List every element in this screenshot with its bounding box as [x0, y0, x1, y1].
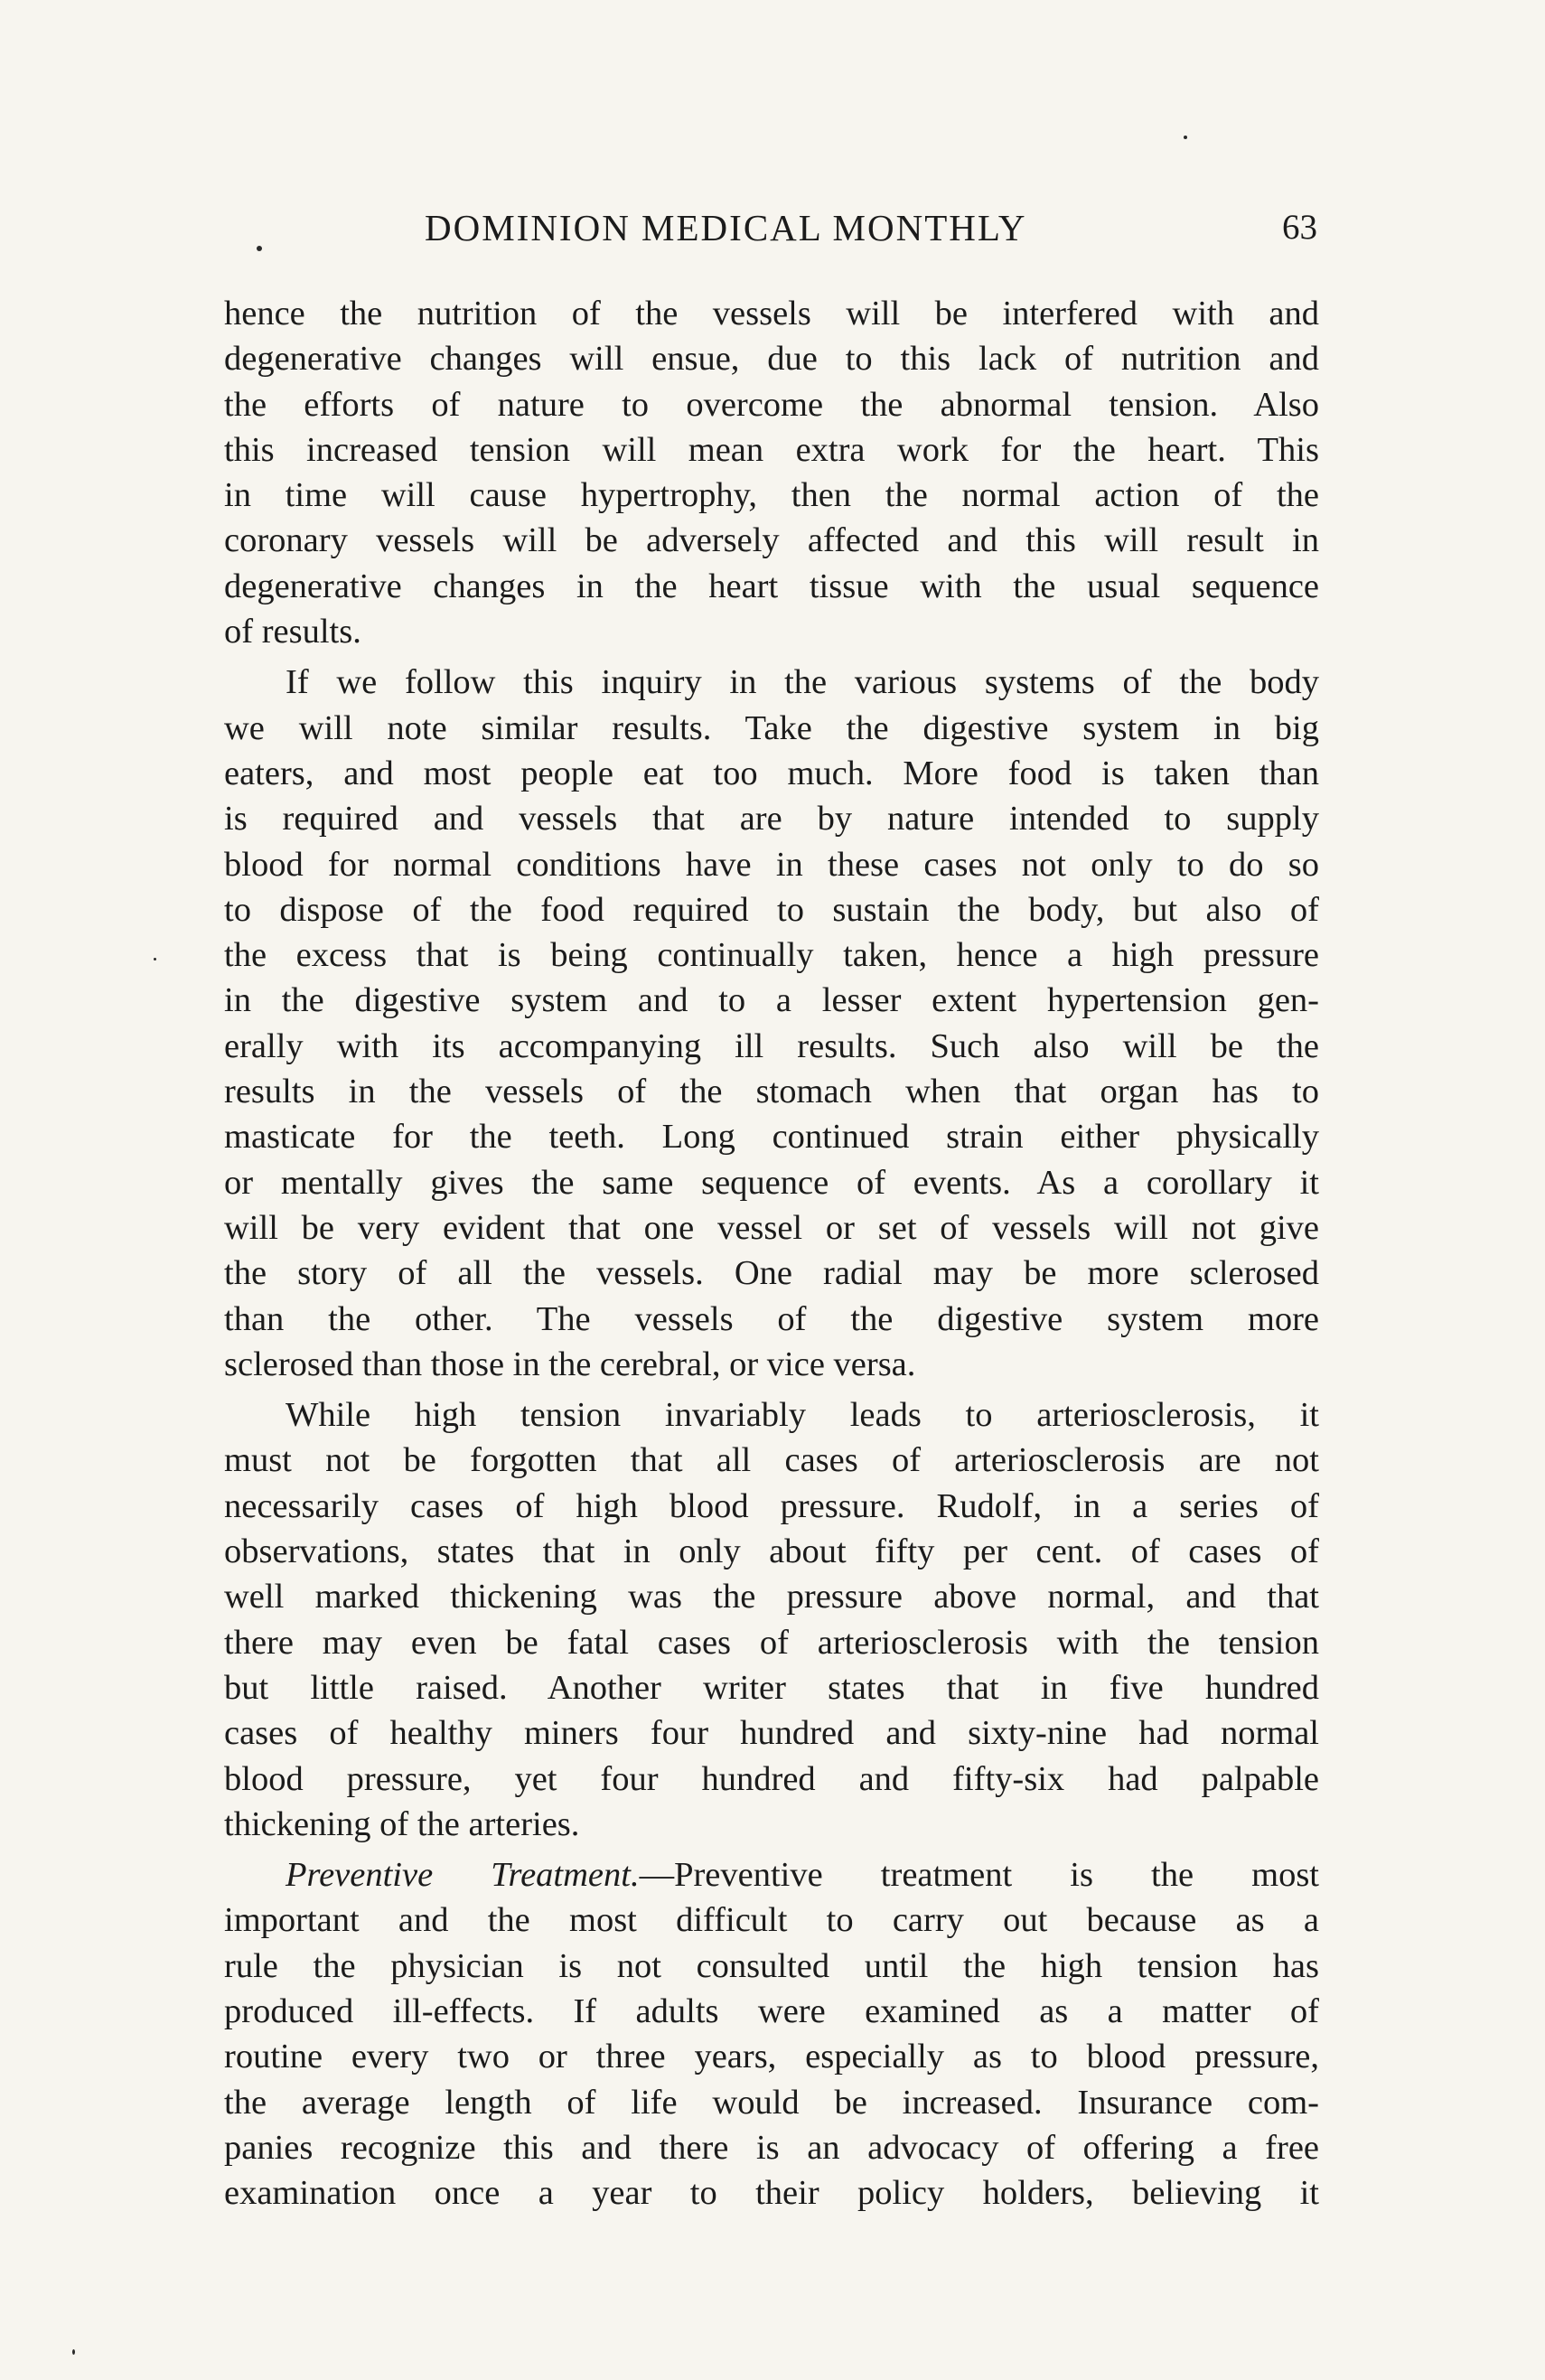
paragraph-1 [224, 291, 1319, 654]
text-line: must not be forgotten that all cases of arteriosclerosis are not [224, 1441, 1319, 1480]
text-line: degenerative changes will ensue, due to this lack of nutrition and [224, 340, 1319, 379]
text-line: is required and vessels that are by nature intended to supply [224, 800, 1319, 839]
text-line: sclerosed than those in the cerebral, or vice versa. [224, 1345, 916, 1383]
text-line: but little raised. Another writer states that in five hundred [224, 1668, 1319, 1707]
text-line: routine every two or three years, especially as to blood pressure, [224, 2038, 1319, 2076]
text-line: erally with its accompanying ill results. Such also will be the [224, 1026, 1319, 1065]
text-line: well marked thickening was the pressure above normal, and that [224, 1578, 1319, 1616]
text-line: masticate for the teeth. Long continued strain either physically [224, 1118, 1319, 1157]
text-line: in the digestive system and to a lesser extent hypertension gen- [224, 981, 1319, 1020]
text-line: coronary vessels will be adversely affected and this will result in [224, 521, 1319, 560]
text-line: cases of healthy miners four hundred and sixty-nine had normal [224, 1714, 1319, 1753]
ink-speck [1184, 136, 1187, 139]
text-line: in time will cause hypertrophy, then the normal action of the [224, 476, 1319, 515]
paragraph-4 [224, 1852, 1319, 2216]
text-line: we will note similar results. Take the digestive system in big [224, 708, 1319, 747]
text-line: will be very evident that one vessel or set of vessels will not give [224, 1208, 1319, 1247]
text-line: necessarily cases of high blood pressure. Rudolf, in a series of [224, 1486, 1319, 1525]
text-line: If we follow this inquiry in the various systems of the body [286, 663, 1319, 702]
text-line: there may even be fatal cases of arteriosclerosis with the tension [224, 1623, 1319, 1662]
text-line: this increased tension will mean extra work for the heart. This [224, 430, 1319, 469]
text-line: to dispose of the food required to sustain the body, but also of [224, 890, 1319, 929]
text-line: results in the vessels of the stomach when that organ has to [224, 1073, 1319, 1111]
text-line: rule the physician is not consulted until the high tension has [224, 1946, 1319, 1985]
text-line: the average length of life would be increased. Insurance com- [224, 2083, 1319, 2122]
body-text [224, 291, 1319, 2216]
text-line: blood for normal conditions have in these cases not only to do so [224, 845, 1319, 884]
text-line: the story of all the vessels. One radial may be more sclerosed [224, 1254, 1319, 1293]
text-line: eaters, and most people eat too much. More food is taken than [224, 754, 1319, 792]
text-line: While high tension invariably leads to arteriosclerosis, it [286, 1396, 1319, 1435]
running-head [224, 201, 1317, 255]
section-heading-italic: Preventive Treatment. [286, 1856, 640, 1895]
text-line: examination once a year to their policy holders, believing it [224, 2174, 1319, 2213]
text-line: thickening of the arteries. [224, 1804, 580, 1843]
text-line: the efforts of nature to overcome the abnormal tension. Also [224, 385, 1319, 424]
page-number: 63 [1282, 208, 1317, 247]
text-run: —Preventive treatment is the most [639, 1856, 1319, 1895]
text-line: degenerative changes in the heart tissue with the usual sequence [224, 567, 1319, 605]
text-line: the excess that is being continually taken, hence a high pressure [224, 936, 1319, 975]
text-line: panies recognize this and there is an advocacy of offering a free [224, 2128, 1319, 2167]
text-line: of results. [224, 613, 361, 651]
ink-speck [257, 246, 262, 251]
text-line: observations, states that in only about fifty per cent. of cases of [224, 1532, 1319, 1571]
journal-title: DOMINION MEDICAL MONTHLY [425, 207, 1027, 248]
ink-speck [72, 2349, 75, 2355]
text-line: important and the most difficult to carry out because as a [224, 1901, 1319, 1940]
text-line: produced ill-effects. If adults were examined as a matter of [224, 1991, 1319, 2030]
text-line: hence the nutrition of the vessels will be interfered with and [224, 295, 1319, 333]
text-line: than the other. The vessels of the digestive system more [224, 1299, 1319, 1338]
paragraph-2 [224, 660, 1319, 1387]
ink-speck [154, 958, 156, 960]
text-line: or mentally gives the same sequence of events. As a corollary it [224, 1163, 1319, 1202]
text-line [224, 1852, 1319, 1897]
paragraph-3 [224, 1392, 1319, 1847]
text-line: blood pressure, yet four hundred and fifty-six had palpable [224, 1759, 1319, 1798]
